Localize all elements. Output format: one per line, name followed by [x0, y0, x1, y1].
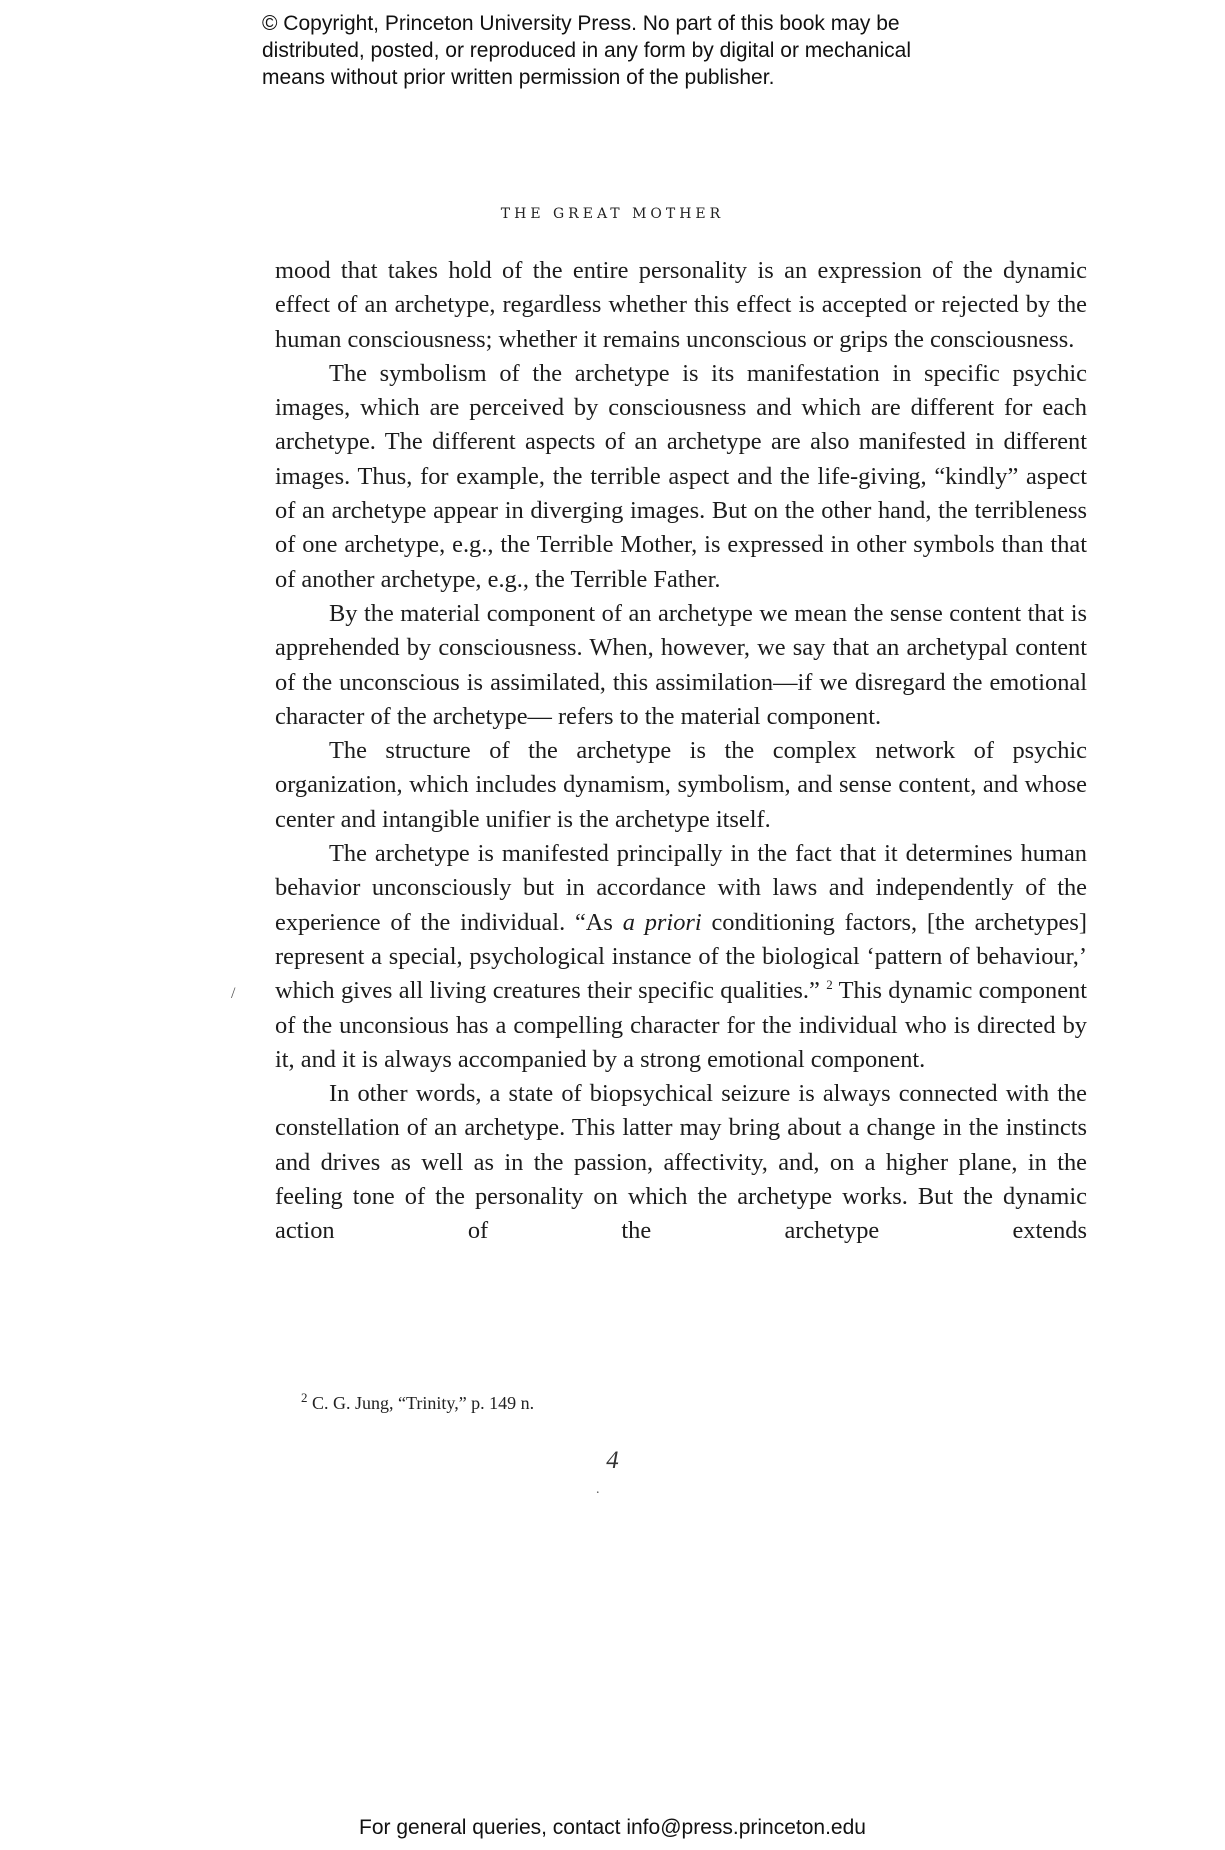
footnote-text: C. G. Jung, “Trinity,” p. 149 n. — [312, 1393, 535, 1413]
paragraph-with-quote — [275, 837, 1087, 1077]
paragraph: By the material component of an archetype we mean the sense content that is apprehended by consciousness. When, however, we say that an archetypal content of the unconscious is assimilated, this assimilation—if we disregard the emotional character of the archetype— refers to the material component. — [275, 599, 1087, 730]
page-number: 4 — [606, 1447, 619, 1474]
paragraph: The symbolism of the archetype is its manifestation in specific psychic images, which are perceived by consciousness and which are different for each archetype. The different aspects of an archetype are also manifested in different images. Thus, for example, the terrible aspect and the life-giving, “kindly” aspect of an archetype appear in diverging images. But on the other hand, the terribleness of one archetype, e.g., the Terrible Mother, is expressed in other symbols than that of another archetype, e.g., the Terrible Father. — [275, 359, 1087, 593]
paragraph-text: This dynamic component of the unconsious has a compelling character for the individual who is directed by it, and it is always accompanied by a strong emotional component. — [275, 977, 1087, 1073]
running-head: THE GREAT MOTHER — [500, 206, 725, 222]
footnote-marker: 2 — [301, 1390, 308, 1405]
paragraph: In other words, a state of biopsychical seizure is always connected with the constellation of an archetype. This latter may bring about a change in the instincts and drives as well as in the passion, affectivity, and, on a higher plane, in the feeling tone of the personality on which the archetype works. But the dynamic action of the archetype extends — [275, 1080, 1087, 1245]
contact-line: For general queries, contact info@press.princeton.edu — [359, 1816, 866, 1839]
copyright-notice — [262, 10, 1022, 91]
copyright-line: distributed, posted, or reproduced in any form by digital or mechanical — [262, 39, 912, 62]
paragraph: mood that takes hold of the entire personality is an expression of the dynamic effect of an archetype, regardless whether this effect is accepted or rejected by the human consciousness; whether it remains unconscious or grips the consciousness. — [275, 257, 1087, 353]
paragraph-text: The archetype is manifested principally in the fact that it determines human behavior unconsciously but in accordance with laws and independently of the experience of the individual. “As — [275, 840, 1087, 936]
footnote — [275, 1391, 1087, 1415]
stray-margin-mark: / — [231, 985, 236, 1002]
body-text — [275, 254, 1087, 1249]
italic-phrase: a priori — [622, 908, 702, 936]
paragraph-text: conditioning factors, [the archetypes] represent a special, psychological instance of the biological ‘pattern of behaviour,’ which gives all living creatures their specific qualities.” — [275, 908, 1087, 1005]
copyright-line: means without prior written permission of the publisher. — [262, 66, 775, 89]
copyright-line: © Copyright, Princeton University Press. No part of this book may be — [262, 12, 900, 35]
footnote-reference[interactable]: 2 — [826, 977, 833, 993]
paragraph: The structure of the archetype is the complex network of psychic organization, which includes dynamism, symbolism, and sense content, and whose center and intangible unifier is the archetype itself. — [275, 737, 1087, 833]
stray-dot-mark: . — [596, 1482, 600, 1497]
